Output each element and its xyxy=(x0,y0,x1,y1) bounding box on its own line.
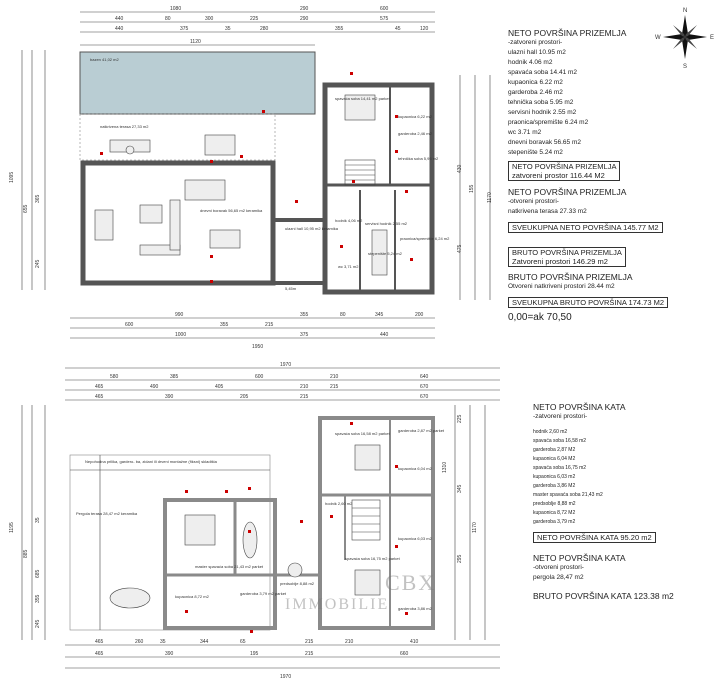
uf-dim-left-6: 245 xyxy=(35,619,41,628)
compass-s-label: S xyxy=(683,64,688,70)
uf-dim-r3-5: 215 xyxy=(330,384,339,390)
uf-net-box: NETO POVRŠINA KATA 95.20 m2 xyxy=(533,532,656,543)
gf-item-3: spavaća soba 14.41 m2 xyxy=(508,69,578,76)
uf-dim-right-1: 1310 xyxy=(442,461,448,473)
uf-dim-bot2-4: 215 xyxy=(305,651,314,657)
gf-dim-right-2: 430 xyxy=(457,164,463,173)
uf-item-11: garderoba 3,79 m2 xyxy=(533,519,576,525)
uf-room-corridor: hodnik 2,60 m2 xyxy=(325,501,353,506)
upper-floor-plan xyxy=(9,362,500,680)
gf-net-closed-title: NETO POVRŠINA PRIZEMLJA xyxy=(512,162,617,171)
watermark-line-2: IMMOBILIE xyxy=(285,596,390,613)
gf-dim-bot2-4: 1000 xyxy=(175,332,187,338)
gf-item-10: dnevni boravak 56.65 m2 xyxy=(508,139,581,146)
gf-dim-top-3: 600 xyxy=(380,6,389,12)
uf-dim-r2-1: 580 xyxy=(110,374,119,380)
gf-dim-r2-2: 80 xyxy=(165,16,171,22)
gf-item-4: kupaonica 6.22 m2 xyxy=(508,79,563,86)
gf-item-7: servisni hodnik 2.55 m2 xyxy=(508,109,577,116)
uf-dim-bot-1: 465 xyxy=(95,639,104,645)
covered-terrace xyxy=(80,114,275,160)
gf-item-11: stepenište 5.24 m2 xyxy=(508,149,563,156)
bed-1-icon xyxy=(355,445,380,470)
uf-dim-r3-6: 670 xyxy=(420,384,429,390)
uf-dim-right-4: 295 xyxy=(457,554,463,563)
uf-summary-sub: -zatvoreni prostori- xyxy=(533,413,588,420)
gf-summary-title: NETO POVRŠINA PRIZEMLJA xyxy=(508,28,627,38)
pool-label: bazen 41,02 m2 xyxy=(90,57,119,62)
uf-dim-right-3: 345 xyxy=(457,484,463,493)
uf-dim-r3-1: 465 xyxy=(95,384,104,390)
gf-dim-bot-5: 200 xyxy=(415,312,424,318)
gf-dim-r2-5: 290 xyxy=(300,16,309,22)
gf-bruto2-item: Otvoreni natkriveni prostori 28.44 m2 xyxy=(508,283,615,290)
uf-open-sub: -otvoreni prostori- xyxy=(533,564,584,571)
uf-dim-left-1: 1195 xyxy=(9,522,15,533)
gf-open-title: NETO POVRŠINA PRIZEMLJA xyxy=(508,187,627,197)
uf-dim-left-4: 35 xyxy=(35,517,41,523)
gf-room-wardrobe: garderoba 2,46 m2 xyxy=(398,131,432,136)
gf-dim-r2-6: 575 xyxy=(380,16,389,22)
gf-dim-top-1: 1080 xyxy=(170,6,182,12)
uf-open-title: NETO POVRŠINA KATA xyxy=(533,553,626,563)
uf-open-item: pergola 28,47 m2 xyxy=(533,574,584,581)
gf-dim-r2-3: 300 xyxy=(205,16,214,22)
gf-dim-bot2-1: 600 xyxy=(125,322,134,328)
gf-measure: 5,45m xyxy=(285,286,297,291)
gf-room-living: dnevni boravak 56,65 m2 keramika xyxy=(200,208,263,213)
gf-bruto-box-value: Zatvoreni prostori 146.29 m2 xyxy=(512,257,608,266)
uf-room-bedroom-1: spavaća soba 16,58 m2 parket xyxy=(335,431,390,436)
uf-dim-left-2: 885 xyxy=(23,549,29,558)
gf-net-total-box: SVEUKUPNA NETO POVRŠINA 145.77 M2 xyxy=(508,222,663,233)
gf-dim-right-4: 475 xyxy=(457,244,463,253)
uf-note: Nepohodna prilika, gardero- ba, zidani ili drveni montažne (fiksni) skladišta xyxy=(85,459,217,464)
uf-room-wardrobe-master: garderoba 3,79 m2 parket xyxy=(240,591,287,596)
master-bed-icon xyxy=(185,515,215,545)
gf-level: 0,00=ak 70,50 xyxy=(508,312,572,323)
compass-e-label: E xyxy=(710,35,715,41)
uf-room-bath-2: kupaonica 6,03 m2 xyxy=(398,536,432,541)
gf-dim-right-1: 1170 xyxy=(487,192,493,203)
uf-item-6: kupaonica 6,03 m2 xyxy=(533,474,576,480)
gf-item-2: hodnik 4.06 m2 xyxy=(508,59,553,66)
gf-dim-bot2-2: 355 xyxy=(220,322,229,328)
uf-dim-r3-2: 490 xyxy=(150,384,159,390)
gf-dim-total: 1950 xyxy=(252,344,264,350)
gf-dim-1120: 1120 xyxy=(190,39,201,45)
uf-dim-bot-8: 410 xyxy=(410,639,419,645)
gf-net-closed-value: zatvoreni prostor 116.44 M2 xyxy=(512,171,605,180)
gf-bruto2-title: BRUTO POVRŠINA PRIZEMLJA xyxy=(508,272,633,282)
gf-dim-r3-7: 120 xyxy=(420,26,429,32)
gf-room-wc: wc 3,71 m2 xyxy=(338,264,359,269)
uf-dim-r4-1: 465 xyxy=(95,394,104,400)
gf-dim-right-3: 155 xyxy=(469,184,475,193)
ground-floor-area-summary xyxy=(508,28,708,323)
gf-bruto-total-box: SVEUKUPNA BRUTO POVRŠINA 174.73 M2 xyxy=(508,297,668,308)
uf-dim-r4-2: 390 xyxy=(165,394,174,400)
gf-dim-bot-2: 355 xyxy=(300,312,309,318)
gf-dim-left-2: 655 xyxy=(23,204,29,213)
uf-dim-bot-4: 344 xyxy=(200,639,209,645)
uf-dim-bot2-1: 465 xyxy=(95,651,104,657)
uf-dim-bot-2: 260 xyxy=(135,639,144,645)
gf-bruto-box-title: BRUTO POVRŠINA PRIZEMLJA xyxy=(512,248,622,257)
upper-stairs-icon xyxy=(352,500,380,540)
gf-room-hall: ulazni hall 10,95 m2 keramika xyxy=(285,226,338,231)
terrace-label: natkrivena terasa 27,33 m2 xyxy=(100,124,149,129)
watermark-line-1: CBX xyxy=(385,570,437,595)
uf-item-3: garderoba 2,87 M2 xyxy=(533,447,576,453)
uf-dim-r2-4: 210 xyxy=(330,374,339,380)
gf-net-closed-box xyxy=(508,161,620,181)
uf-item-1: hodnik 2,60 m2 xyxy=(533,429,568,435)
gf-item-6: tehnička soba 5.95 m2 xyxy=(508,99,574,106)
gf-dim-bot2-6: 440 xyxy=(380,332,389,338)
uf-dim-bot-6: 215 xyxy=(305,639,314,645)
uf-dim-bot-3: 35 xyxy=(160,639,166,645)
gf-dim-r3-5: 355 xyxy=(335,26,344,32)
gf-open-sub: -otvoreni prostori- xyxy=(508,198,559,205)
uf-pergola-label: Pergola terasa 28,47 m2 keramika xyxy=(76,511,138,516)
uf-item-4: kupaonica 6,04 M2 xyxy=(533,456,576,462)
gf-dim-r3-3: 35 xyxy=(225,26,231,32)
uf-room-wardrobe-1: garderoba 2,87 m2 parket xyxy=(398,428,445,433)
compass-n-label: N xyxy=(683,8,688,14)
uf-dim-right-2: 225 xyxy=(457,414,463,423)
uf-dim-r2-2: 385 xyxy=(170,374,179,380)
uf-room-wardrobe-2: garderoba 3,86 m2 xyxy=(398,606,432,611)
uf-dim-top: 1970 xyxy=(280,362,292,368)
uf-dim-right-5: 1170 xyxy=(472,522,478,533)
uf-room-bath-master: kupaonica 8,72 m2 xyxy=(175,594,209,599)
uf-room-bedroom-2: spavaća soba 16,75 m2 parket xyxy=(345,556,400,561)
gf-room-corridor: hodnik 4,06 m2 xyxy=(335,218,363,223)
uf-dim-left-5: 355 xyxy=(35,594,41,603)
gf-dim-bot2-3: 215 xyxy=(265,322,274,328)
gf-dim-left-4: 245 xyxy=(35,259,41,268)
uf-dim-total: 1970 xyxy=(280,674,292,680)
gf-room-service-corridor: servisni hodnik 2,55 m2 xyxy=(365,221,408,226)
gf-bruto-box xyxy=(508,247,626,267)
uf-room-bath-1: kupaonica 6,04 m2 xyxy=(398,466,432,471)
gf-item-5: garderoba 2.46 m2 xyxy=(508,89,563,96)
gf-item-9: wc 3.71 m2 xyxy=(508,129,542,136)
gf-dim-r3-4: 280 xyxy=(260,26,269,32)
uf-dim-r3-4: 210 xyxy=(300,384,309,390)
stairs-icon xyxy=(345,160,375,185)
gf-dim-r3-6: 45 xyxy=(395,26,401,32)
uf-dim-r3-3: 405 xyxy=(215,384,224,390)
gf-dim-r3-1: 440 xyxy=(115,26,124,32)
uf-dim-bot2-3: 195 xyxy=(250,651,259,657)
uf-dim-bot-7: 210 xyxy=(345,639,354,645)
uf-dim-bot2-2: 390 xyxy=(165,651,174,657)
gf-dim-bot-1: 990 xyxy=(175,312,184,318)
gf-dim-r2-1: 440 xyxy=(115,16,124,22)
uf-dim-r4-3: 205 xyxy=(240,394,249,400)
uf-dim-r4-4: 215 xyxy=(300,394,309,400)
gf-room-bedroom: spavaća soba 14,41 m2 parket xyxy=(335,96,390,101)
ground-floor-plan xyxy=(9,6,493,350)
uf-item-9: predsoblje 8,88 m2 xyxy=(533,501,576,507)
uf-dim-r2-3: 600 xyxy=(255,374,264,380)
gf-dim-left-1: 1095 xyxy=(9,171,15,183)
uf-dim-bot2-5: 660 xyxy=(400,651,409,657)
uf-dim-r4-5: 670 xyxy=(420,394,429,400)
gf-item-1: ulazni hall 10.95 m2 xyxy=(508,49,566,56)
uf-item-10: kupaonica 8,72 M2 xyxy=(533,510,576,516)
bathtub-icon xyxy=(110,588,150,608)
uf-room-anteroom: predsoblje 8,88 m2 xyxy=(280,581,315,586)
uf-dim-bot-5: 65 xyxy=(240,639,246,645)
uf-dim-r2-5: 640 xyxy=(420,374,429,380)
uf-dim-left-3: 685 xyxy=(35,569,41,578)
upper-floor-area-summary xyxy=(533,402,708,601)
uf-bruto: BRUTO POVRŠINA KATA 123.38 m2 xyxy=(533,591,674,601)
gf-dim-r3-2: 375 xyxy=(180,26,189,32)
uf-item-5: spavaća soba 16,75 m2 xyxy=(533,465,587,471)
gf-dim-top-2: 290 xyxy=(300,6,309,12)
gf-room-laundry: praonica/spremište 6,24 m2 xyxy=(400,236,450,241)
uf-item-2: spavaća soba 16,58 m2 xyxy=(533,438,587,444)
gf-open-item: natkrivena terasa 27.33 m2 xyxy=(508,208,587,215)
gf-dim-bot-4: 345 xyxy=(375,312,384,318)
gf-dim-bot2-5: 375 xyxy=(300,332,309,338)
gf-dim-left-3: 365 xyxy=(35,194,41,203)
gf-room-bathroom: kupaonica 6,22 m2 xyxy=(398,114,432,119)
gf-dim-bot-3: 80 xyxy=(340,312,346,318)
uf-summary-title: NETO POVRŠINA KATA xyxy=(533,402,626,412)
uf-item-7: garderoba 3,86 M2 xyxy=(533,483,576,489)
uf-room-master: master spavaća soba 21,43 m2 parket xyxy=(195,564,264,569)
gf-summary-sub: -zatvoreni prostori- xyxy=(508,39,563,46)
gf-room-technical: tehnička soba 5,95 m2 xyxy=(398,156,439,161)
gf-item-8: praonica/spremište 6.24 m2 xyxy=(508,119,589,126)
gf-dim-r2-4: 225 xyxy=(250,16,259,22)
uf-item-8: master spavaća soba 21,43 m2 xyxy=(533,492,603,498)
compass-w-label: W xyxy=(655,35,661,41)
gf-room-stairs: stepenište 5,24 m2 xyxy=(368,251,402,256)
